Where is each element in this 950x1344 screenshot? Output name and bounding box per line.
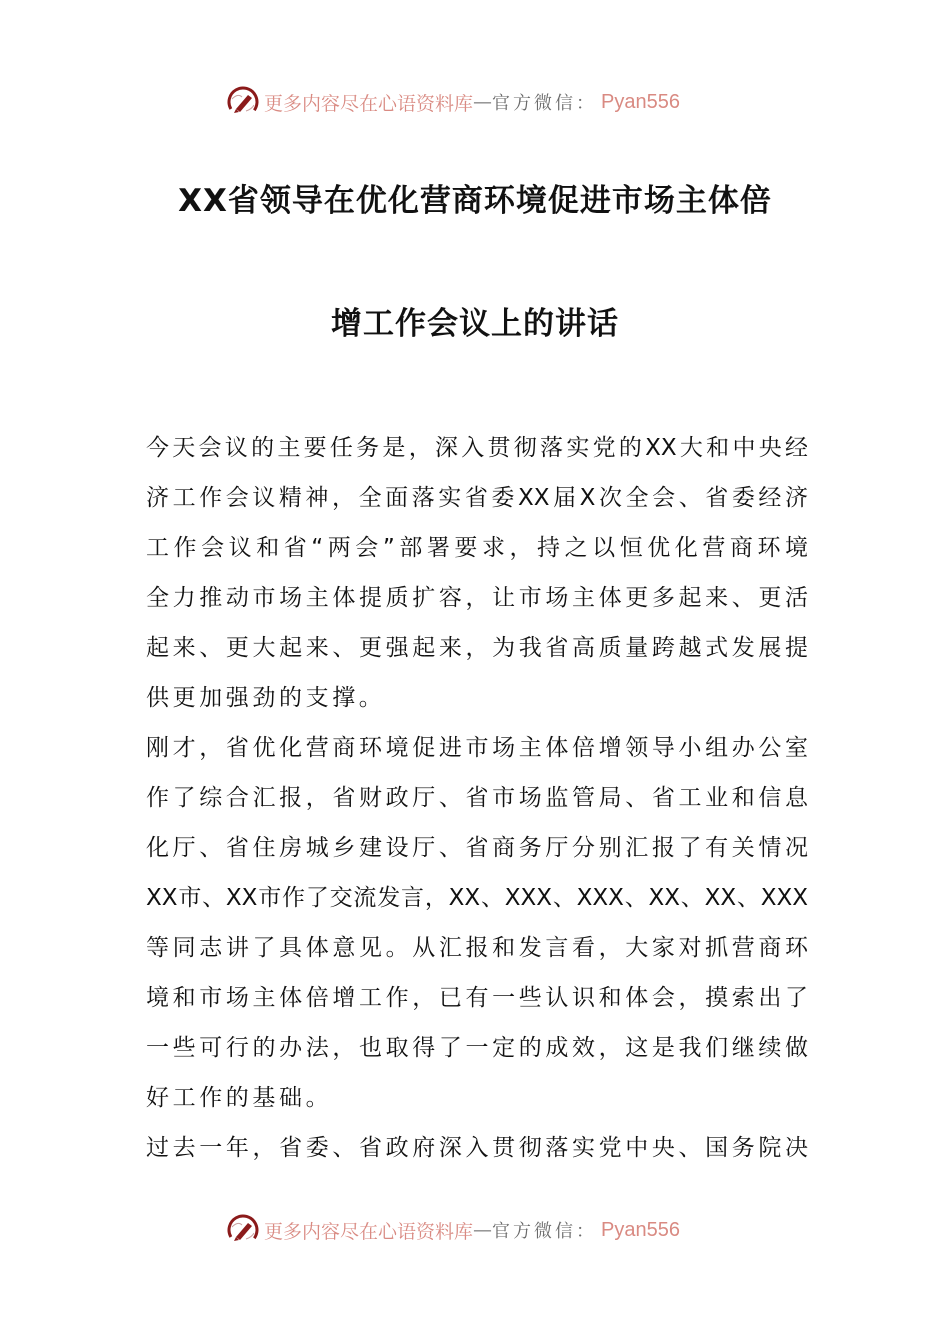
paragraph [146, 428, 808, 728]
watermark-main-text: 更多内容尽在心语资料库 [264, 92, 474, 115]
text-line: 供更加强劲的支撑。 [146, 685, 386, 711]
watermark-sub-text: 官方微信： [492, 1221, 598, 1242]
text-line: 起来、更大起来、更强起来，为我省高质量跨越式发展提 [146, 635, 808, 661]
watermark-main-text: 更多内容尽在心语资料库 [264, 1220, 474, 1243]
watermark-wechat-id: Pyan556 [601, 90, 680, 113]
footer-watermark [226, 1212, 680, 1248]
pen-nib-logo-icon [226, 85, 260, 119]
paragraph [146, 728, 808, 1128]
watermark-wechat-id: Pyan556 [601, 1218, 680, 1241]
paragraph [146, 1128, 808, 1178]
watermark-sub-text: 官方微信： [492, 93, 598, 114]
watermark-dash: — [473, 1219, 493, 1241]
document-body [146, 428, 808, 1178]
text-line: 今天会议的主要任务是，深入贯彻落实党的XX大和中央经 [146, 435, 808, 461]
text-line: 好工作的基础。 [146, 1085, 333, 1111]
text-line: 全力推动市场主体提质扩容，让市场主体更多起来、更活 [146, 585, 808, 611]
text-line: 一些可行的办法，也取得了一定的成效，这是我们继续做 [146, 1035, 808, 1061]
text-line: 境和市场主体倍增工作，已有一些认识和体会，摸索出了 [146, 985, 808, 1011]
text-line: 济工作会议精神，全面落实省委XX届X次全会、省委经济 [146, 485, 808, 511]
document-title-line-2: 增工作会议上的讲话 [331, 306, 619, 342]
watermark-dash: — [473, 91, 493, 113]
text-line: XX市、XX市作了交流发言，XX、XXX、XXX、XX、XX、XXX [146, 885, 808, 911]
header-watermark [226, 84, 680, 120]
text-line: 作了综合汇报，省财政厅、省市场监管局、省工业和信息 [146, 785, 808, 811]
text-line: 等同志讲了具体意见。从汇报和发言看，大家对抓营商环 [146, 935, 808, 961]
text-line: 过去一年，省委、省政府深入贯彻落实党中央、国务院决 [146, 1135, 808, 1161]
text-line: 刚才，省优化营商环境促进市场主体倍增领导小组办公室 [146, 735, 808, 761]
text-line: 化厅、省住房城乡建设厅、省商务厅分别汇报了有关情况 [146, 835, 808, 861]
text-line: 工作会议和省“两会”部署要求，持之以恒优化营商环境 [146, 535, 808, 561]
pen-nib-logo-icon [226, 1213, 260, 1247]
document-title-line-1: XX省领导在优化营商环境促进市场主体倍 [178, 183, 772, 219]
